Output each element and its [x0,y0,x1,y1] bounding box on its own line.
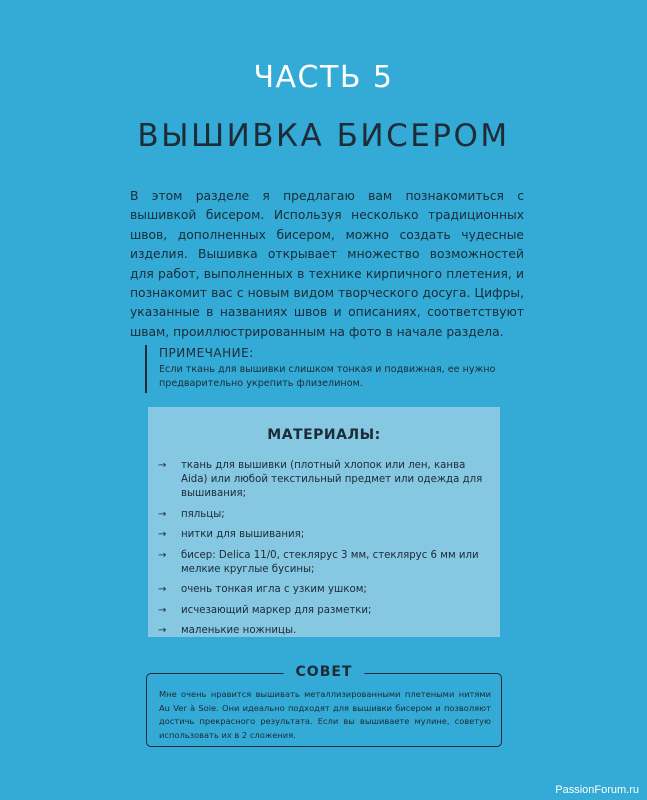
tip-box [146,664,502,747]
materials-item [158,549,488,577]
materials-item [158,528,488,542]
note-text: Если ткань для вышивки слишком тонкая и подвижная, ее нужно предварительно укрепить флизелином. [159,364,496,389]
intro-paragraph: В этом разделе я предлагаю вам познакомиться с вышивкой бисером. Используя несколько традиционных швов, дополненных бисером, можно создать чудесные изделия. Вышивка открывает множество возможностей для работ, выполненных в технике кирпичного плетения, и познакомит вас с новым видом творческого досуга. Цифры, указанные в названиях швов и описаниях, соответствуют швам, проиллюстрированным на фото в начале раздела. [130,189,524,339]
materials-item [158,583,488,597]
arrow-right-icon: → [158,549,167,561]
materials-item [158,459,488,501]
materials-item-text: ткань для вышивки (плотный хлопок или лен, канва Aida) или любой текстильный предмет или одежда для вышивания; [181,460,483,499]
materials-item-text: пяльцы; [181,508,225,520]
arrow-right-icon: → [158,460,167,471]
materials-item-text: очень тонкая игла с узким ушком; [181,584,367,595]
materials-item-text: исчезающий маркер для разметки; [181,604,372,616]
arrow-right-icon: → [158,584,167,595]
materials-heading: МАТЕРИАЛЫ: [267,427,381,443]
note-block [145,345,529,393]
section-title: ВЫШИВКА БИСЕРОМ [137,118,510,154]
materials-list [158,459,488,645]
arrow-right-icon: → [158,529,167,540]
materials-item [158,508,488,522]
note-heading: ПРИМЕЧАНИЕ: [159,346,254,360]
arrow-right-icon: → [158,508,167,520]
tip-heading: СОВЕТ [284,661,365,683]
part-title: ЧАСТЬ 5 [253,60,394,95]
materials-item-text: нитки для вышивания; [181,529,305,540]
materials-item-text: бисер: Delica 11/0, стеклярус 3 мм, стеклярус 6 мм или мелкие круглые бусины; [181,549,479,575]
materials-item [158,604,488,618]
watermark: PassionForum.ru [555,784,639,796]
materials-item [158,624,488,638]
arrow-right-icon: → [158,604,167,616]
materials-box [148,407,500,637]
tip-text: Мне очень нравится вышивать металлизированными плетеными нитями Au Ver à Soie. Они идеально подходят для вышивки бисером и позволяют достичь прекрасного результата. Если вы вышиваете мулине, советую использовать их в 2 сложения. [159,689,491,740]
arrow-right-icon: → [158,625,167,636]
materials-item-text: маленькие ножницы. [181,625,297,636]
